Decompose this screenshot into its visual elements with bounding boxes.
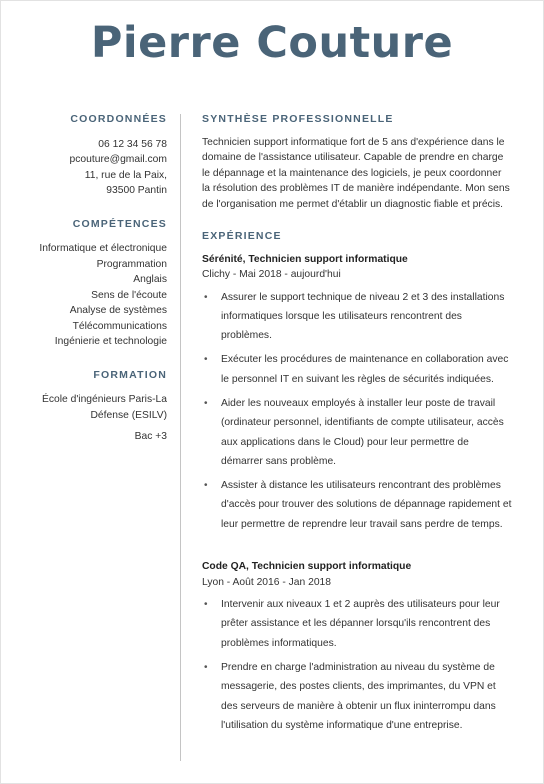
education-school-line1: École d'ingénieurs Paris-La: [41, 394, 167, 405]
contact-address-line1: 11, rue de la Paix,: [84, 169, 167, 181]
education-heading: FORMATION: [93, 368, 167, 381]
contact-address-line2: 93500 Pantin: [106, 185, 167, 196]
summary-heading: SYNTHÈSE PROFESSIONNELLE: [202, 113, 394, 125]
job-bullet: • Prendre en charge l'administration au niveau du système de messagerie, des postes clients, des imprimantes, du VPN et des serveurs de manière à obtenir un flux ininterrompu dans l'utilisation du système informatique d'une entreprise.: [202, 658, 512, 735]
job-title: Code QA, Technicien support informatique: [202, 561, 412, 573]
skill-item: Sens de l'écoute: [91, 289, 167, 301]
job-title: Sérénité, Technicien support informatique: [202, 253, 408, 265]
job-bullets: [202, 288, 512, 535]
left-column: [20, 112, 167, 445]
job-bullets: [202, 595, 512, 735]
contact-heading: COORDONNÉES: [70, 113, 167, 125]
skill-item: Informatique et électronique: [39, 243, 167, 254]
job-bullet: • Assister à distance les utilisateurs rencontrant des problèmes d'accès pour trouver des solutions de dépannage rapidement et leur permettre de reprendre leur travail sans perdre de temps.: [202, 476, 512, 534]
skill-item: Ingénierie et technologie: [54, 336, 167, 347]
job-entry: [202, 559, 512, 735]
job-bullet: • Aider les nouveaux employés à installer leur poste de travail (ordinateur personnel, identifiants de compte utilisateur, accès aux applications dans le Cloud) pour leur permettre de démarrer sans problème.: [202, 394, 512, 471]
contact-phone: 06 12 34 56 78: [98, 138, 167, 150]
skill-item: Analyse de systèmes: [69, 305, 167, 316]
right-column: [202, 112, 512, 740]
job-bullet: • Intervenir aux niveaux 1 et 2 auprès des utilisateurs pour leur prêter assistance et les dépanner lorsqu'ils rencontrent des problèmes informatiques.: [202, 595, 512, 653]
experience-heading: EXPÉRIENCE: [202, 230, 282, 242]
skill-item: Télécommunications: [72, 320, 167, 332]
job-entry: [202, 252, 512, 535]
job-bullet: • Assurer le support technique de niveau 2 et 3 des installations informatiques lorsque les utilisateurs rencontrent des problèmes.: [202, 288, 512, 346]
skills-heading: COMPÉTENCES: [72, 217, 167, 230]
job-bullet: • Exécuter les procédures de maintenance en collaboration avec le personnel IT en suivant les règles de sécurités indiquées.: [202, 350, 512, 389]
job-meta: Lyon - Août 2016 - Jan 2018: [202, 576, 331, 588]
education-school-line2: Défense (ESILV): [90, 409, 167, 421]
column-divider: [180, 114, 181, 761]
skill-item: Programmation: [96, 258, 167, 270]
summary-text: Technicien support informatique fort de 5 ans d'expérience dans le domaine de l'assistance utilisateur. Capable de prendre en charge le dépannage et la maintenance des logiciels, je peux coordonner la résolution des problèmes IT de manière indépendante. Mon sens de l'organisation me permet d'établir un diagnostic fiable et précis.: [202, 136, 510, 210]
contact-email: pcouture@gmail.com: [69, 154, 167, 165]
skill-item: Anglais: [133, 274, 167, 285]
job-meta: Clichy - Mai 2018 - aujourd'hui: [202, 269, 341, 280]
education-degree: Bac +3: [134, 431, 167, 442]
candidate-name: Pierre Couture: [90, 18, 454, 68]
